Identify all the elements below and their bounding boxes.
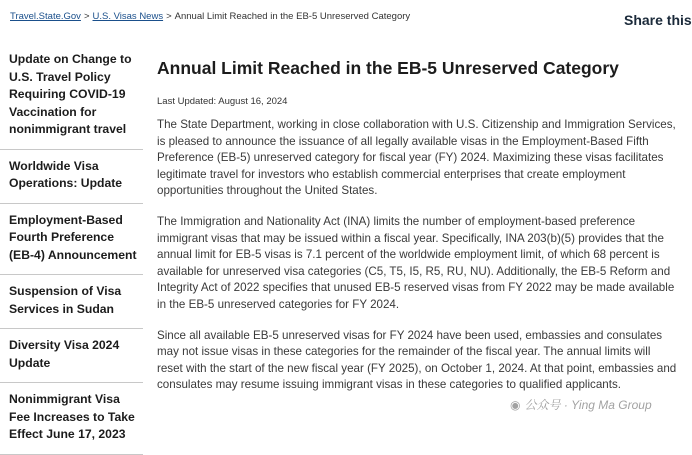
sidebar-item-diversity-visa-2024[interactable]	[0, 329, 143, 383]
sidebar-news-list	[0, 43, 143, 455]
sidebar-item-covid-vaccination-policy[interactable]	[0, 43, 143, 150]
breadcrumb-link-us-visas-news[interactable]: U.S. Visas News	[92, 11, 164, 22]
share-button[interactable]: Share this	[624, 12, 692, 28]
sidebar-item-label: Worldwide Visa Operations: Update	[9, 158, 123, 190]
article-paragraph: The State Department, working in close collaboration with U.S. Citizenship and Immigration Services, is pleased to announce the issuance of all legally available visas in the Employment-Based Fifth Preference (EB-5) unreserved category for fiscal year (FY) 2024. Maximizing these visas facilitates legitimate travel for investors who establish commercial enterprises that create employment opportunities throughout the United States.	[157, 118, 676, 198]
sidebar-item-label: Nonimmigrant Visa Fee Increases to Take Effect June 17, 2023	[9, 392, 135, 441]
breadcrumb-link-travel-state-gov[interactable]: Travel.State.Gov	[10, 11, 81, 22]
sidebar-item-label: Update on Change to U.S. Travel Policy Requiring COVID-19 Vaccination for nonimmigrant travel	[9, 52, 132, 136]
wechat-icon: ◉	[510, 398, 521, 412]
sidebar-item-label: Diversity Visa 2024 Update	[9, 338, 120, 370]
sidebar-item-eb4-announcement[interactable]	[0, 204, 143, 276]
article-paragraph: Since all available EB-5 unreserved visas for FY 2024 have been used, embassies and consulates may not issue visas in these categories for the remainder of the fiscal year. The annual limits will reset with the start of the new fiscal year (FY 2025), on October 1, 2024. At that point, embassies and consulates may resume issuing immigrant visas in these categories to qualified applicants.	[157, 328, 677, 392]
last-updated-date: Last Updated: August 16, 2024	[157, 96, 288, 107]
sidebar-item-nonimmigrant-fee-increases[interactable]	[0, 383, 143, 455]
sidebar-item-sudan-suspension[interactable]	[0, 275, 143, 329]
sidebar-item-label: Employment-Based Fourth Preference (EB-4) Announcement	[9, 212, 137, 262]
watermark-text: 公众号 · Ying Ma Group	[524, 398, 652, 412]
article-paragraph: The Immigration and Nationality Act (INA) limits the number of employment-based preference immigrant visas that may be issued within a fiscal year. Specifically, INA 203(b)(5) provides that the annual limit for EB-5 visas is 7.1 percent of the worldwide employment limit, of which 68 percent is available for unreserved visa categories (C5, T5, I5, R5, RU, NU). Additionally, the EB-5 Reform and Integrity Act of 2022 specifies that unused EB-5 reserved visas from FY 2022 may be made available in the EB-5 unreserved categories for FY 2024.	[157, 214, 675, 311]
sidebar-item-label: Suspension of Visa Services in Sudan	[9, 284, 122, 316]
article	[157, 57, 677, 394]
article-title: Annual Limit Reached in the EB-5 Unreserved Category	[157, 58, 619, 78]
breadcrumb-separator: >	[166, 11, 172, 22]
breadcrumb	[10, 11, 410, 22]
breadcrumb-current: Annual Limit Reached in the EB-5 Unreserved Category	[174, 11, 411, 22]
watermark	[510, 396, 652, 413]
breadcrumb-separator: >	[83, 11, 90, 22]
sidebar-item-worldwide-visa-operations[interactable]	[0, 150, 143, 204]
